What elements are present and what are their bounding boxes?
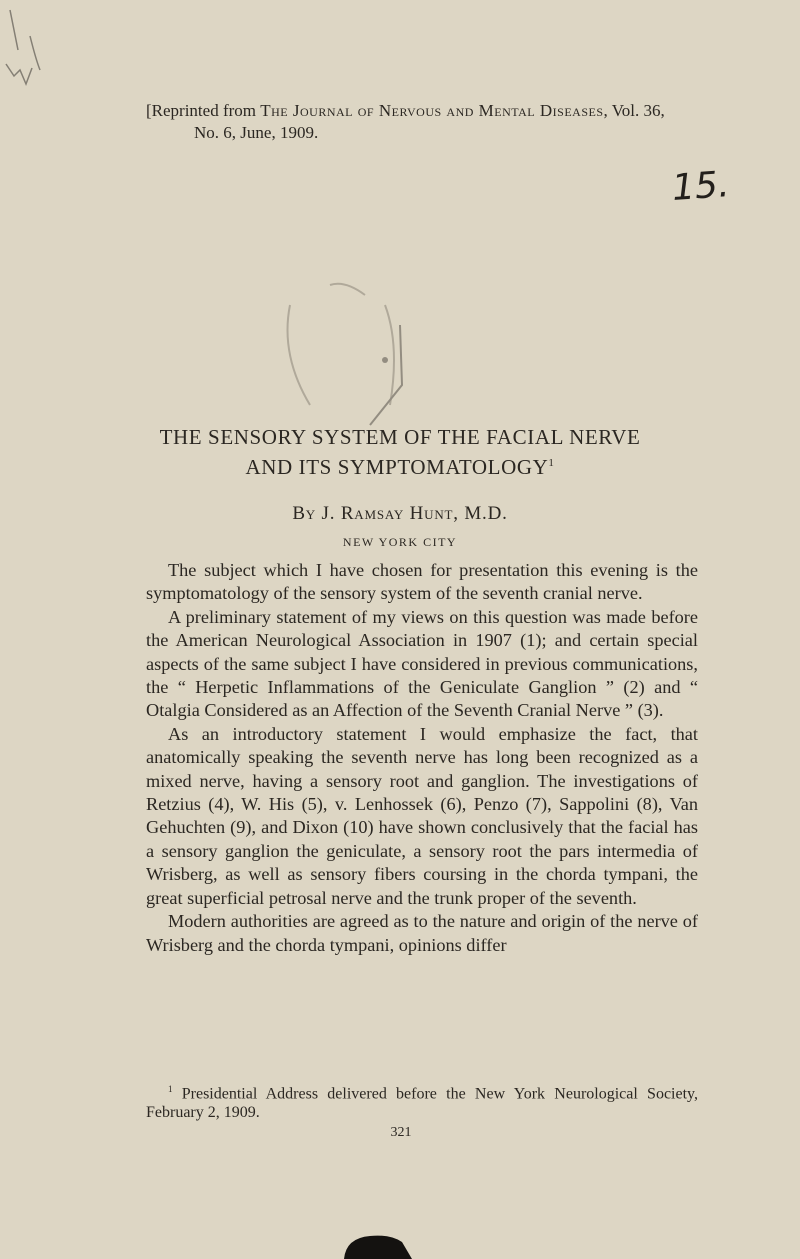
title-footnote-mark: 1 <box>548 457 555 469</box>
handwritten-number: 15. <box>670 164 731 209</box>
article-title <box>90 424 710 480</box>
paragraph: Modern authorities are agreed as to the nature and origin of the nerve of Wrisberg and the chorda tympani, opinions differ <box>146 911 698 955</box>
paragraph: The subject which I have chosen for presentation this evening is the symptomatology of the sensory system of the seventh cranial nerve. <box>146 560 698 604</box>
ink-mark-icon <box>0 0 70 90</box>
footnote-text: Presidential Address delivered before the New York Neurological Society, February 2, 1909. <box>146 1085 698 1122</box>
footnote-mark: 1 <box>168 1084 173 1094</box>
page-number: 321 <box>390 1125 412 1140</box>
paragraph: A preliminary statement of my views on this question was made before the American Neurological Association in 1907 (1); and certain special aspects of the same subject I have considered in previous communications, the “ Herpetic Inflammations of the Geniculate Ganglion ” (2) and “ Otalgia Considered as an Affection of the Seventh Cranial Nerve ” (3). <box>146 606 698 721</box>
issue-line: No. 6, June, 1909. <box>194 123 319 142</box>
title-line-2: AND ITS SYMPTOMATOLOGY <box>245 455 549 479</box>
byline <box>90 503 710 525</box>
reprint-notice <box>146 100 746 144</box>
volume: , Vol. 36, <box>603 101 665 120</box>
binder-clip-icon <box>340 1232 414 1259</box>
library-stamp-icon <box>270 265 420 435</box>
journal-name: The Journal of Nervous and Mental Diseases <box>260 101 604 120</box>
article-body <box>146 559 698 957</box>
title-line-1: THE SENSORY SYSTEM OF THE FACIAL NERVE <box>159 425 641 449</box>
author: By J. Ramsay Hunt, M.D. <box>292 503 508 524</box>
location: NEW YORK CITY <box>342 535 458 549</box>
footnote <box>146 1080 698 1122</box>
paragraph: As an introductory statement I would emphasize the fact, that anatomically speaking the seventh nerve has long been recognized as a mixed nerve, having a sensory root and ganglion. The investigations of Retzius (4), W. His (5), v. Lenhossek (6), Penzo (7), Sappolini (8), Van Gehuchten (9), and Dixon (10) have shown conclusively that the facial has a sensory ganglion the geniculate, a sensory root the pars intermedia of Wrisberg, as well as sensory fibers coursing in the chorda tympani, the great superficial petrosal nerve and the trunk proper of the seventh. <box>146 723 698 908</box>
reprint-prefix: [Reprinted from <box>146 101 261 120</box>
